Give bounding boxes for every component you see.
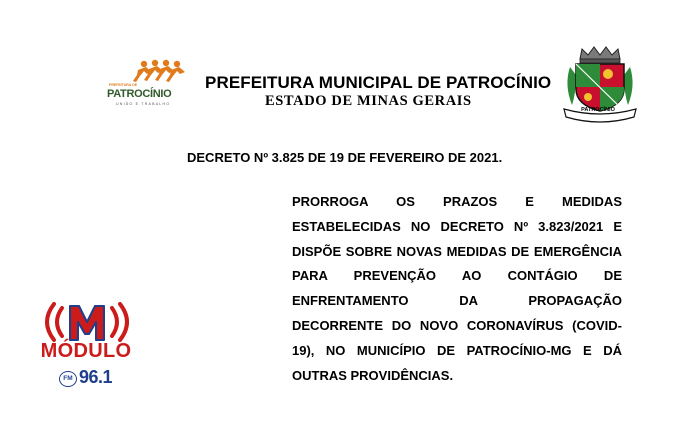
radio-fm-badge: FM <box>59 371 77 387</box>
prefeitura-small-label: PREFEITURA DE <box>109 83 138 87</box>
radio-m-logo-icon <box>28 300 146 344</box>
prefeitura-logo <box>100 58 200 116</box>
radio-frequency: 96.1 <box>79 367 113 387</box>
coat-of-arms-icon <box>560 45 640 127</box>
header-title: PREFEITURA MUNICIPAL DE PATROCÍNIO <box>205 73 552 92</box>
coat-of-arms-ribbon-text: PATROCÍNIO <box>581 107 615 113</box>
decree-summary: PRORROGA OS PRAZOS E MEDIDAS ESTABELECIDAS NO DECRETO Nº 3.823/2021 E DISPÕE SOBRE NOVAS MEDIDAS DE EMERGÊNCIA PARA PREVENÇÃO AO CONTÁGIO DE ENFRENTAMENTO DA PROPAGAÇÃO DECORRENTE DO NOVO CORONAVÍRUS (COVID-19), NO MUNICÍPIO DE PATROCÍNIO-MG E DÁ OUTRAS PROVIDÊNCIAS. <box>292 194 622 383</box>
prefeitura-brand-name: PATROCÍNIO <box>107 88 172 100</box>
header-subtitle: ESTADO DE MINAS GERAIS <box>265 93 472 109</box>
prefeitura-tagline: UNIÃO E TRABALHO <box>116 102 171 106</box>
decree-title: DECRETO Nº 3.825 DE 19 DE FEVEREIRO DE 2021. <box>187 150 503 165</box>
radio-brand-name: MÓDULO <box>40 340 132 362</box>
coat-of-arms <box>560 45 640 127</box>
radio-watermark <box>28 300 146 400</box>
